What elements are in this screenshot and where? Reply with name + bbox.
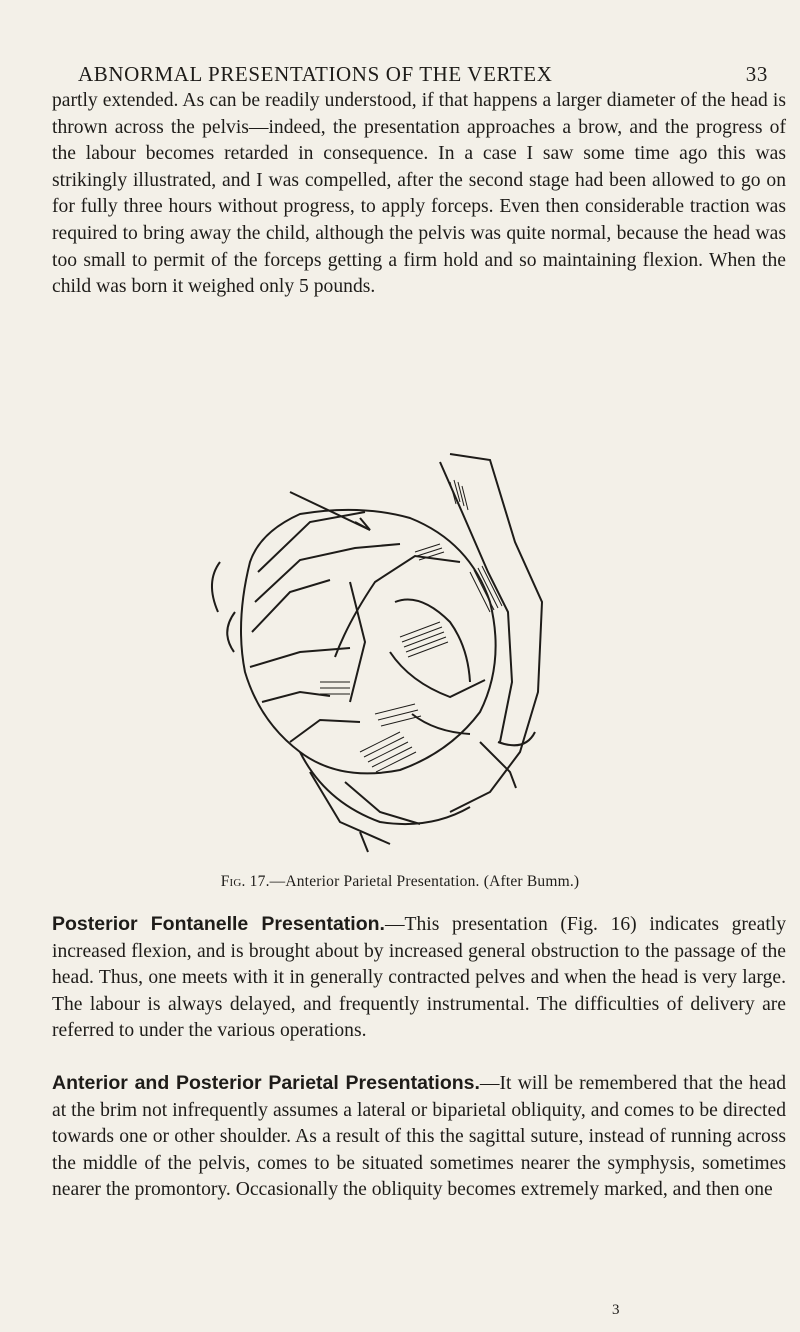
figure-caption-label: Fig. 17. (220, 873, 270, 890)
figure-illustration (150, 452, 620, 862)
running-header-title: ABNORMAL PRESENTATIONS OF THE VERTEX (78, 62, 553, 86)
section-posterior-fontanelle (52, 911, 786, 1045)
running-header (78, 62, 768, 87)
figure-caption (0, 873, 800, 891)
pelvis-head-engraving (150, 452, 620, 862)
signature-mark: 3 (612, 1302, 620, 1318)
page-number: 33 (745, 62, 768, 86)
section-heading: Posterior Fontanelle Presentation. (52, 913, 385, 935)
section-parietal (52, 1070, 786, 1204)
figure-caption-text: —Anterior Parietal Presentation. (After Bumm.) (269, 873, 580, 890)
section-body: —This presentation (Fig. 16) indicates greatly increased flexion, and is brought about by increased general obstruction to the passage of the head. Thus, one meets with it in generally contracted pelves and when the head is very large. The labour is always delayed, and frequently instrumental. The difficulties of delivery are referred to under the various operations. (52, 914, 787, 1042)
section-body: —It will be remembered that the head at the brim not infrequently assumes a lateral or biparietal obliquity, and comes to be directed towards one or other shoulder. As a result of this the sagittal suture, instead of running across the middle of the pelvis, comes to be situated sometimes nearer the symphysis, sometimes nearer the promontory. Occasionally the obliquity becomes extremely marked, and then one (52, 1073, 786, 1201)
section-heading: Anterior and Posterior Parietal Presentations. (52, 1072, 480, 1094)
paragraph-continued: partly extended. As can be readily understood, if that happens a larger diameter of the head is thrown across the pelvis—indeed, the presentation approaches a brow, and the progress of the labour becomes retarded in consequence. In a case I saw some time ago this was strikingly illustrated, and I was compelled, after the second stage had been allowed to go on for fully three hours without progress, to apply forceps. Even then considerable traction was required to bring away the child, although the pelvis was quite normal, because the head was too small to permit of the forceps getting a firm hold and so maintaining flexion. When the child was born it weighed only 5 pounds. (52, 90, 786, 298)
